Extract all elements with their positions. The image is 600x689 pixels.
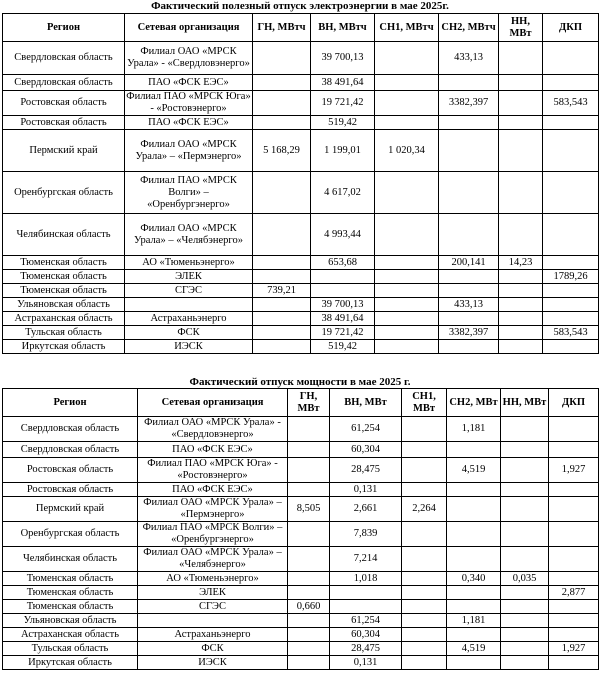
cell-nn [499, 116, 543, 130]
cell-nn [501, 600, 549, 614]
cell-sn1 [375, 340, 439, 354]
table-row [3, 417, 599, 442]
cell-network-org: ПАО «ФСК ЕЭС» [138, 483, 288, 497]
cell-nn: 14,23 [499, 256, 543, 270]
cell-sn2 [439, 172, 499, 214]
cell-network-org: АО «Тюменьэнерго» [125, 256, 253, 270]
energy-header-row [3, 14, 599, 42]
cell-dkp [549, 483, 599, 497]
cell-vn: 1,018 [330, 572, 402, 586]
cell-sn1 [402, 522, 447, 547]
cell-network-org: Филиал ОАО «МРСК Урала» - «Свердловэнерго» [138, 417, 288, 442]
table-row [3, 586, 599, 600]
cell-vn: 19 721,42 [311, 326, 375, 340]
cell-sn1 [402, 417, 447, 442]
cell-vn: 60,304 [330, 442, 402, 458]
cell-network-org: ИЭСК [138, 656, 288, 670]
cell-network-org: Филиал ОАО «МРСК Урала» – «Пермэнерго» [125, 130, 253, 172]
cell-nn [499, 298, 543, 312]
cell-network-org: СГЭС [138, 600, 288, 614]
cell-dkp [543, 340, 599, 354]
cell-gn [288, 656, 330, 670]
cell-sn2 [439, 284, 499, 298]
table-row [3, 284, 599, 298]
cell-region: Астраханская область [3, 628, 138, 642]
header-nn: НН, МВт [499, 14, 543, 42]
header-sn2: СН2, МВтч [439, 14, 499, 42]
cell-region: Ростовская область [3, 91, 125, 116]
cell-gn [288, 483, 330, 497]
cell-sn2 [439, 270, 499, 284]
cell-nn [499, 312, 543, 326]
header-vn: ВН, МВт [330, 389, 402, 417]
cell-sn2 [447, 656, 501, 670]
cell-region: Оренбургская область [3, 172, 125, 214]
header-dkp: ДКП [543, 14, 599, 42]
cell-dkp: 1789,26 [543, 270, 599, 284]
cell-region: Свердловская область [3, 42, 125, 75]
cell-sn2: 3382,397 [439, 91, 499, 116]
cell-sn2 [447, 522, 501, 547]
cell-nn [499, 214, 543, 256]
cell-sn1 [375, 75, 439, 91]
table-row [3, 172, 599, 214]
cell-vn: 61,254 [330, 417, 402, 442]
cell-sn1: 1 020,34 [375, 130, 439, 172]
cell-dkp [543, 130, 599, 172]
cell-region: Иркутская область [3, 340, 125, 354]
cell-sn2: 3382,397 [439, 326, 499, 340]
table-row [3, 91, 599, 116]
cell-sn1: 2,264 [402, 497, 447, 522]
cell-network-org: Филиал ПАО «МРСК Волги» – «Оренбургэнерго» [125, 172, 253, 214]
cell-gn [288, 586, 330, 600]
cell-region: Тульская область [3, 642, 138, 656]
cell-sn1 [375, 270, 439, 284]
cell-gn [253, 270, 311, 284]
cell-sn2 [447, 586, 501, 600]
table-row [3, 214, 599, 256]
cell-vn: 1 199,01 [311, 130, 375, 172]
cell-nn [501, 614, 549, 628]
cell-sn1 [402, 586, 447, 600]
cell-sn2 [439, 75, 499, 91]
cell-vn [311, 284, 375, 298]
cell-gn: 5 168,29 [253, 130, 311, 172]
cell-region: Свердловская область [3, 75, 125, 91]
cell-dkp [549, 417, 599, 442]
cell-region: Оренбургская область [3, 522, 138, 547]
table-row [3, 75, 599, 91]
cell-region: Ростовская область [3, 458, 138, 483]
table-row [3, 572, 599, 586]
cell-network-org: Филиал ПАО «МРСК Юга» - «Ростовэнерго» [138, 458, 288, 483]
cell-dkp [549, 614, 599, 628]
cell-gn [253, 75, 311, 91]
cell-nn: 0,035 [501, 572, 549, 586]
cell-nn [501, 547, 549, 572]
cell-vn: 0,131 [330, 483, 402, 497]
cell-gn [253, 42, 311, 75]
cell-dkp [549, 628, 599, 642]
cell-nn [499, 42, 543, 75]
cell-vn: 519,42 [311, 116, 375, 130]
cell-dkp: 1,927 [549, 642, 599, 656]
cell-sn2: 1,181 [447, 417, 501, 442]
cell-vn: 7,214 [330, 547, 402, 572]
cell-network-org: Филиал ПАО «МРСК Волги» – «Оренбургэнерго» [138, 522, 288, 547]
header-sn1: СН1, МВт [402, 389, 447, 417]
cell-gn [288, 522, 330, 547]
cell-nn [501, 497, 549, 522]
cell-sn2: 4,519 [447, 642, 501, 656]
cell-gn [288, 642, 330, 656]
table-row [3, 312, 599, 326]
cell-region: Ростовская область [3, 116, 125, 130]
header-network-org: Сетевая организация [138, 389, 288, 417]
cell-sn1 [375, 312, 439, 326]
cell-sn2 [447, 600, 501, 614]
cell-region: Астраханская область [3, 312, 125, 326]
energy-table-title: Фактический полезный отпуск электроэнергии в мае 2025г. [151, 0, 449, 12]
cell-gn: 739,21 [253, 284, 311, 298]
cell-network-org: Филиал ОАО «МРСК Урала» – «Пермэнерго» [138, 497, 288, 522]
cell-gn [253, 91, 311, 116]
cell-gn [253, 298, 311, 312]
cell-sn1 [402, 656, 447, 670]
cell-sn1 [402, 614, 447, 628]
cell-sn1 [375, 214, 439, 256]
cell-region: Тюменская область [3, 284, 125, 298]
cell-sn1 [375, 91, 439, 116]
cell-vn: 4 617,02 [311, 172, 375, 214]
cell-gn [253, 172, 311, 214]
cell-region: Свердловская область [3, 417, 138, 442]
cell-vn: 61,254 [330, 614, 402, 628]
energy-table [2, 13, 599, 354]
cell-vn: 28,475 [330, 642, 402, 656]
cell-dkp: 2,877 [549, 586, 599, 600]
cell-dkp: 1,927 [549, 458, 599, 483]
cell-vn [330, 586, 402, 600]
cell-nn [499, 284, 543, 298]
cell-sn2 [439, 312, 499, 326]
table-row [3, 497, 599, 522]
cell-region: Ростовская область [3, 483, 138, 497]
cell-dkp [543, 214, 599, 256]
cell-sn1 [402, 642, 447, 656]
table-row [3, 340, 599, 354]
cell-gn [253, 256, 311, 270]
cell-vn: 39 700,13 [311, 42, 375, 75]
cell-dkp [543, 284, 599, 298]
table-row [3, 642, 599, 656]
cell-nn [501, 483, 549, 497]
header-vn: ВН, МВтч [311, 14, 375, 42]
cell-nn [501, 656, 549, 670]
cell-dkp [549, 547, 599, 572]
cell-network-org: АО «Тюменьэнерго» [138, 572, 288, 586]
cell-network-org: Филиал ПАО «МРСК Юга» - «Ростовэнерго» [126, 91, 251, 114]
cell-dkp [543, 312, 599, 326]
cell-dkp [549, 522, 599, 547]
table-row [3, 256, 599, 270]
table-row [3, 116, 599, 130]
cell-network-org: ЭЛЕК [138, 586, 288, 600]
table-row [3, 547, 599, 572]
table-row [3, 326, 599, 340]
cell-region: Ульяновская область [3, 614, 138, 628]
cell-nn [499, 75, 543, 91]
cell-network-org: ЭЛЕК [125, 270, 253, 284]
cell-sn2: 0,340 [447, 572, 501, 586]
cell-sn2 [447, 442, 501, 458]
cell-gn [288, 442, 330, 458]
cell-sn2: 4,519 [447, 458, 501, 483]
cell-vn: 653,68 [311, 256, 375, 270]
header-sn1: СН1, МВтч [375, 14, 439, 42]
cell-nn [501, 442, 549, 458]
cell-sn1 [375, 298, 439, 312]
cell-network-org: ИЭСК [125, 340, 253, 354]
cell-sn1 [375, 116, 439, 130]
cell-gn [288, 547, 330, 572]
cell-region: Свердловская область [3, 442, 138, 458]
cell-dkp [549, 600, 599, 614]
header-network-org: Сетевая организация [125, 14, 253, 42]
cell-dkp [543, 42, 599, 75]
cell-network-org: ФСК [138, 642, 288, 656]
header-gn: ГН, МВтч [253, 14, 311, 42]
cell-region: Челябинская область [3, 214, 125, 256]
cell-network-org: ПАО «ФСК ЕЭС» [125, 116, 253, 130]
cell-sn1 [375, 42, 439, 75]
cell-vn [330, 600, 402, 614]
cell-gn [253, 214, 311, 256]
cell-gn [253, 116, 311, 130]
cell-nn [499, 91, 543, 116]
cell-sn1 [402, 628, 447, 642]
cell-sn2 [439, 340, 499, 354]
cell-region: Челябинская область [3, 547, 138, 572]
cell-network-org: Астраханьэнерго [125, 312, 253, 326]
cell-sn2 [447, 497, 501, 522]
cell-network-org: ПАО «ФСК ЕЭС» [125, 75, 253, 91]
cell-gn [253, 312, 311, 326]
cell-network-org: СГЭС [125, 284, 253, 298]
power-table [2, 388, 599, 670]
cell-sn2: 433,13 [439, 298, 499, 312]
header-nn: НН, МВт [501, 389, 549, 417]
cell-dkp [543, 298, 599, 312]
cell-nn [501, 642, 549, 656]
cell-region: Ульяновская область [3, 298, 125, 312]
cell-sn1 [375, 172, 439, 214]
cell-vn: 7,839 [330, 522, 402, 547]
cell-nn [501, 417, 549, 442]
cell-sn2 [439, 214, 499, 256]
header-region: Регион [3, 389, 138, 417]
cell-vn: 0,131 [330, 656, 402, 670]
cell-dkp: 583,543 [543, 91, 599, 116]
table-row [3, 600, 599, 614]
cell-gn [288, 572, 330, 586]
cell-vn: 4 993,44 [311, 214, 375, 256]
header-sn2: СН2, МВт [447, 389, 501, 417]
cell-nn [499, 172, 543, 214]
cell-dkp [543, 75, 599, 91]
table-row [3, 42, 599, 75]
table-row [3, 656, 599, 670]
cell-region: Тюменская область [3, 270, 125, 284]
cell-network-org [138, 614, 288, 628]
cell-dkp [549, 572, 599, 586]
cell-nn [499, 340, 543, 354]
cell-region: Иркутская область [3, 656, 138, 670]
cell-sn1 [375, 284, 439, 298]
cell-sn1 [402, 458, 447, 483]
cell-gn: 8,505 [288, 497, 330, 522]
table-row [3, 628, 599, 642]
cell-network-org [125, 298, 253, 312]
power-table-title: Фактический отпуск мощности в мае 2025 г. [189, 376, 411, 388]
cell-nn [499, 270, 543, 284]
cell-dkp [543, 172, 599, 214]
cell-region: Пермский край [3, 497, 138, 522]
cell-vn: 19 721,42 [311, 91, 375, 116]
cell-nn [499, 130, 543, 172]
cell-gn [288, 628, 330, 642]
header-region: Регион [3, 14, 125, 42]
table-row [3, 458, 599, 483]
cell-dkp [543, 116, 599, 130]
cell-region: Тюменская область [3, 572, 138, 586]
cell-dkp: 583,543 [543, 326, 599, 340]
cell-network-org: Астраханьэнерго [138, 628, 288, 642]
cell-vn: 28,475 [330, 458, 402, 483]
cell-vn [311, 270, 375, 284]
cell-gn [253, 340, 311, 354]
cell-gn [288, 458, 330, 483]
cell-network-org: Филиал ОАО «МРСК Урала» – «Челябэнерго» [138, 547, 288, 572]
table-row [3, 298, 599, 312]
cell-vn: 38 491,64 [311, 75, 375, 91]
cell-sn1 [375, 326, 439, 340]
cell-sn1 [375, 256, 439, 270]
cell-network-org: ПАО «ФСК ЕЭС» [138, 442, 288, 458]
cell-network-org: Филиал ОАО «МРСК Урала» – «Челябэнерго» [125, 214, 253, 256]
cell-sn2: 200,141 [439, 256, 499, 270]
cell-network-org: ФСК [125, 326, 253, 340]
table-row [3, 442, 599, 458]
cell-sn2 [439, 130, 499, 172]
cell-nn [501, 628, 549, 642]
cell-sn1 [402, 572, 447, 586]
cell-nn [499, 326, 543, 340]
cell-sn2: 433,13 [439, 42, 499, 75]
cell-dkp [549, 497, 599, 522]
cell-region: Пермский край [3, 130, 125, 172]
cell-sn2 [439, 116, 499, 130]
cell-sn1 [402, 600, 447, 614]
cell-sn2 [447, 483, 501, 497]
cell-sn1 [402, 483, 447, 497]
cell-gn [288, 614, 330, 628]
cell-region: Тюменская область [3, 586, 138, 600]
cell-vn: 60,304 [330, 628, 402, 642]
cell-sn1 [402, 442, 447, 458]
table-row [3, 522, 599, 547]
table-row [3, 130, 599, 172]
table-row [3, 614, 599, 628]
cell-region: Тюменская область [3, 256, 125, 270]
cell-gn [288, 417, 330, 442]
cell-nn [501, 458, 549, 483]
cell-dkp [549, 442, 599, 458]
power-header-row [3, 389, 599, 417]
cell-region: Тульская область [3, 326, 125, 340]
table-row [3, 483, 599, 497]
cell-vn: 38 491,64 [311, 312, 375, 326]
cell-gn: 0,660 [288, 600, 330, 614]
header-dkp: ДКП [549, 389, 599, 417]
cell-gn [253, 326, 311, 340]
cell-region: Тюменская область [3, 600, 138, 614]
cell-vn: 39 700,13 [311, 298, 375, 312]
cell-sn2 [447, 547, 501, 572]
cell-sn1 [402, 547, 447, 572]
cell-vn: 519,42 [311, 340, 375, 354]
header-gn: ГН, МВт [288, 389, 330, 417]
cell-dkp [549, 656, 599, 670]
cell-nn [501, 586, 549, 600]
cell-sn2: 1,181 [447, 614, 501, 628]
cell-network-org: Филиал ОАО «МРСК Урала» - «Свердловэнерго» [125, 42, 253, 75]
cell-dkp [543, 256, 599, 270]
cell-vn: 2,661 [330, 497, 402, 522]
cell-sn2 [447, 628, 501, 642]
cell-nn [501, 522, 549, 547]
table-row [3, 270, 599, 284]
